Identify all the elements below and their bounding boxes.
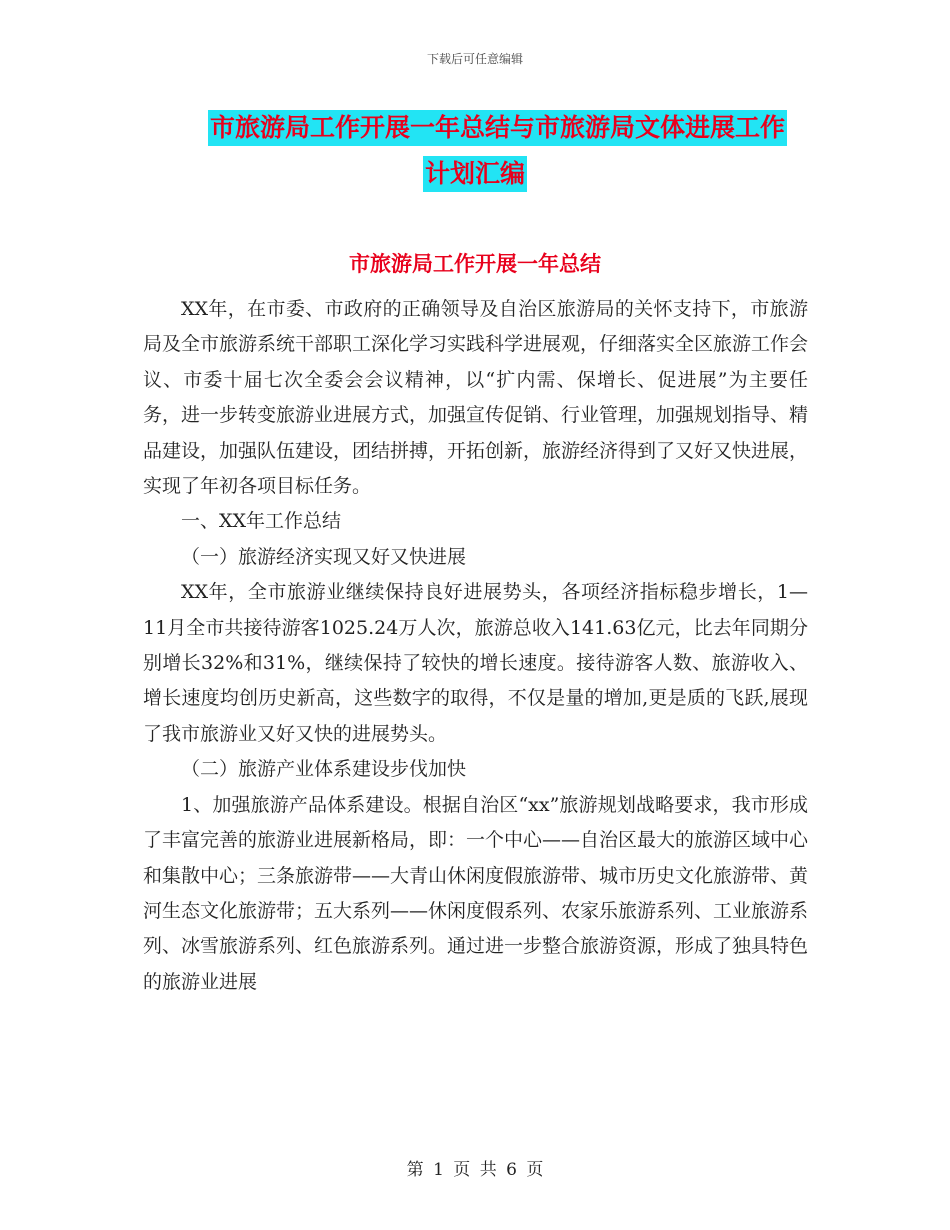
section-title: 市旅游局工作开展一年总结 <box>349 252 601 276</box>
heading-level-2: （二）旅游产业体系建设步伐加快 <box>181 758 467 781</box>
paragraph-intro: XX年，在市委、市政府的正确领导及自治区旅游局的关怀支持下，市旅游局及全市旅游系统干部职工深化学习实践科学进展观，仔细落实全区旅游工作会议、市委十届七次全委会会议精神，以“扩内需、保增长、促进展”为主要任务，进一步转变旅游业进展方式，加强宣传促销、行业管理，加强规划指导、精品建设，加强队伍建设，团结拼搏，开拓创新，旅游经济得到了又好又快进展，实现了年初各项目标任务。 <box>143 298 809 498</box>
page-header: 下载后可任意编辑 <box>426 52 523 66</box>
title-line-2: 计划汇编 <box>423 156 527 192</box>
document-title <box>0 110 950 192</box>
paragraph-economy: XX年，全市旅游业继续保持良好进展势头，各项经济指标稳步增长，1—11月全市共接待游客1025.24万人次，旅游总收入141.63亿元，比去年同期分别增长32%和31%，继续保持了较快的增长速度。接待游客人数、旅游收入、增长速度均创历史新高，这些数字的取得，不仅是量的增加,更是质的飞跃,展现了我市旅游业又好又快的进展势头。 <box>143 581 808 745</box>
paragraph-product-system: 1、加强旅游产品体系建设。根据自治区“xx”旅游规划战略要求，我市形成了丰富完善的旅游业进展新格局，即：一个中心——自治区最大的旅游区域中心和集散中心；三条旅游带——大青山休闲度假旅游带、城市历史文化旅游带、黄河生态文化旅游带；五大系列——休闲度假系列、农家乐旅游系列、工业旅游系列、冰雪旅游系列、红色旅游系列。通过进一步整合旅游资源，形成了独具特色的旅游业进展 <box>143 793 809 993</box>
title-line-1: 市旅游局工作开展一年总结与市旅游局文体进展工作 <box>208 110 787 146</box>
heading-level-2: （一）旅游经济实现又好又快进展 <box>181 545 467 568</box>
heading-level-1: 一、XX年工作总结 <box>181 510 342 533</box>
document-body <box>143 292 808 1000</box>
page-number: 第 1 页 共 6 页 <box>406 1160 544 1180</box>
